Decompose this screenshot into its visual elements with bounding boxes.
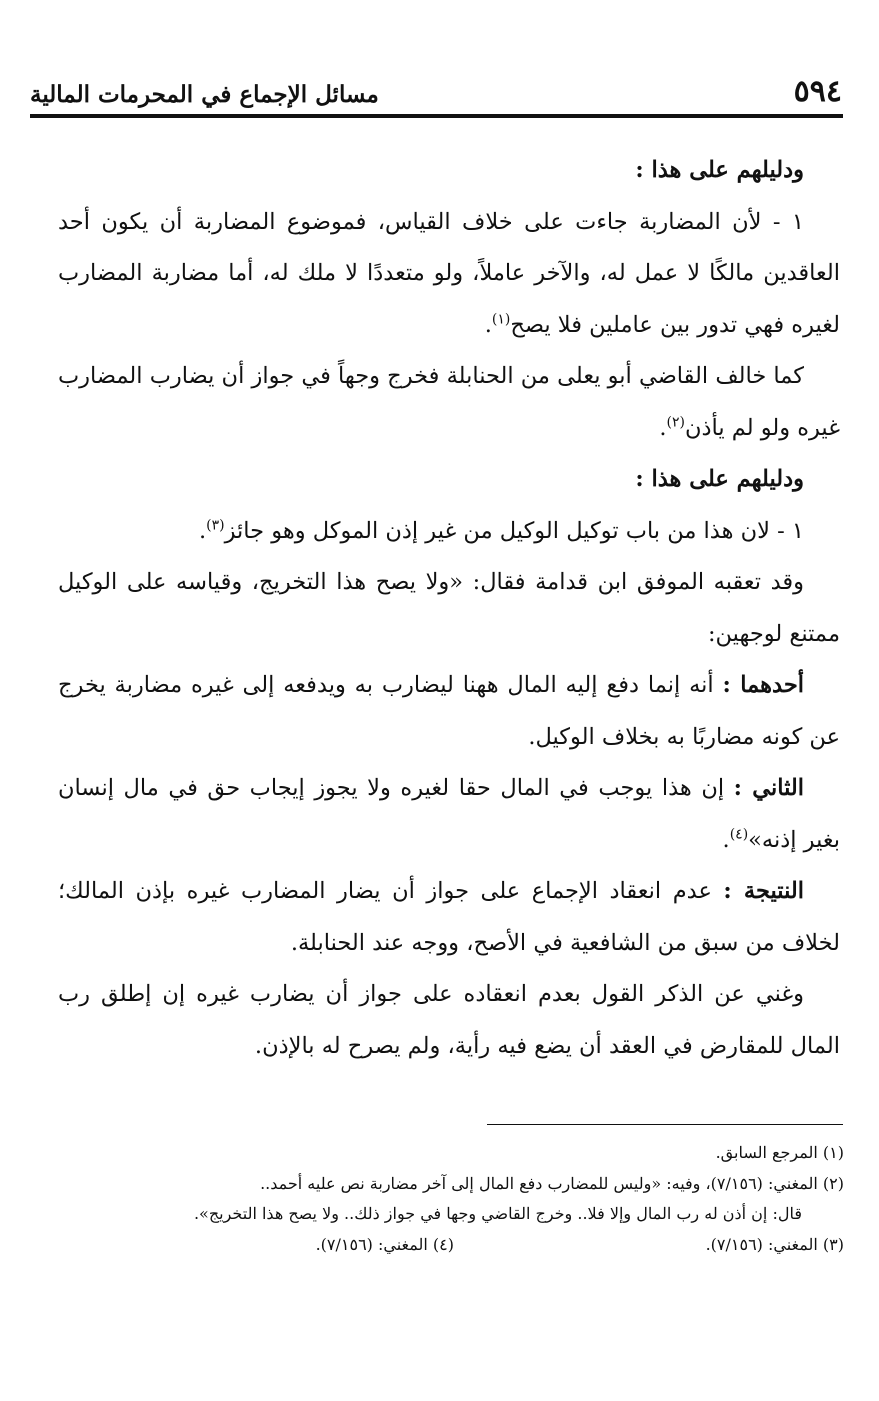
footnote-1: (١) المرجع السابق. xyxy=(715,1143,844,1162)
paragraph-evidence-heading-1: ودليلهم على هذا : xyxy=(635,157,804,183)
paragraph-text: ١ - لان هذا من باب توكيل الوكيل من غير إذن الموكل وهو جائز xyxy=(224,517,804,544)
footnote-ref-4: (٤) xyxy=(729,826,749,842)
paragraph-first-reason xyxy=(58,660,840,763)
footnote-3: (٣) المغني: (٧/١٥٦). xyxy=(705,1234,844,1254)
header-rule xyxy=(30,114,843,118)
footnote-2-continuation: قال: إن أذن له رب المال وإلا فلا.. وخرج القاضي وجها في جواز ذلك.. ولا يصح هذا التخريج». xyxy=(193,1204,802,1223)
paragraph-text: ١ - لأن المضاربة جاءت على خلاف القياس، فموضوع المضاربة أن يكون أحد العاقدين مالكًا لا عمل له، والآخر عاملاً، ولو متعددًا لا ملك له، أما مضاربة المضارب لغيره فهي تدور بين عاملين فلا يصح xyxy=(58,208,840,338)
paragraph-end: . xyxy=(199,517,207,544)
footnote-4: (٤) المغني: (٧/١٥٦). xyxy=(315,1234,454,1254)
running-title: مسائل الإجماع في المحرمات المالية xyxy=(30,81,379,108)
footnote-row xyxy=(64,1230,844,1261)
paragraph-conclusion xyxy=(58,866,840,969)
paragraph-text: إن هذا يوجب في المال حقا لغيره ولا يجوز إيجاب حق في مال إنسان بغير إذنه» xyxy=(58,775,840,853)
paragraph-text: عدم انعقاد الإجماع على جواز أن يضار المضارب غيره بإذن المالك؛ لخلاف من سبق من الشافعية في الأصح، ووجه عند الحنابلة. xyxy=(58,878,840,956)
paragraph-text: أنه إنما دفع إليه المال ههنا ليضارب به ويدفعه إلى غيره مضاربة يخرج عن كونه مضاربًا به بخلاف الوكيل. xyxy=(58,672,840,750)
footnote-separator xyxy=(487,1124,843,1125)
footnote-2: (٢) المغني: (٧/١٥٦)، وفيه: «وليس للمضارب دفع المال إلى آخر مضاربة نص عليه أحمد.. xyxy=(260,1173,844,1193)
paragraph-end: . xyxy=(484,311,492,338)
paragraph-abu-yala xyxy=(58,351,840,454)
paragraph-second-reason xyxy=(58,763,840,866)
footnotes xyxy=(64,1138,844,1260)
paragraph-ibn-qudama: وقد تعقبه الموفق ابن قدامة فقال: «ولا يصح هذا التخريج، وقياسه على الوكيل ممتنع لوجهين: xyxy=(58,569,840,647)
paragraph-evidence-2 xyxy=(58,506,840,558)
paragraph-text: كما خالف القاضي أبو يعلى من الحنابلة فخرج وجهاً في جواز أن يضارب المضارب غيره ولو لم يأذن xyxy=(58,363,840,441)
conclusion-label: النتيجة : xyxy=(723,878,804,904)
paragraph-evidence-1 xyxy=(58,197,840,352)
page-number: ٥٩٤ xyxy=(793,74,842,109)
main-text xyxy=(58,145,840,1072)
page-header xyxy=(30,72,842,112)
first-reason-label: أحدهما : xyxy=(722,672,804,698)
paragraph-end: . xyxy=(659,414,667,441)
paragraph-evidence-heading-2: ودليلهم على هذا : xyxy=(635,466,804,492)
paragraph-end: . xyxy=(722,826,730,853)
second-reason-label: الثاني : xyxy=(733,775,804,801)
footnote-ref-3: (٣) xyxy=(206,517,225,533)
paragraph-final: وغني عن الذكر القول بعدم انعقاده على جواز أن يضارب غيره إن إطلق رب المال للمقارض في العقد أن يضع فيه رأية، ولم يصرح له بالإذن. xyxy=(58,981,840,1059)
footnote-ref-2: (٢) xyxy=(666,414,685,430)
footnote-ref-1: (١) xyxy=(491,311,511,327)
